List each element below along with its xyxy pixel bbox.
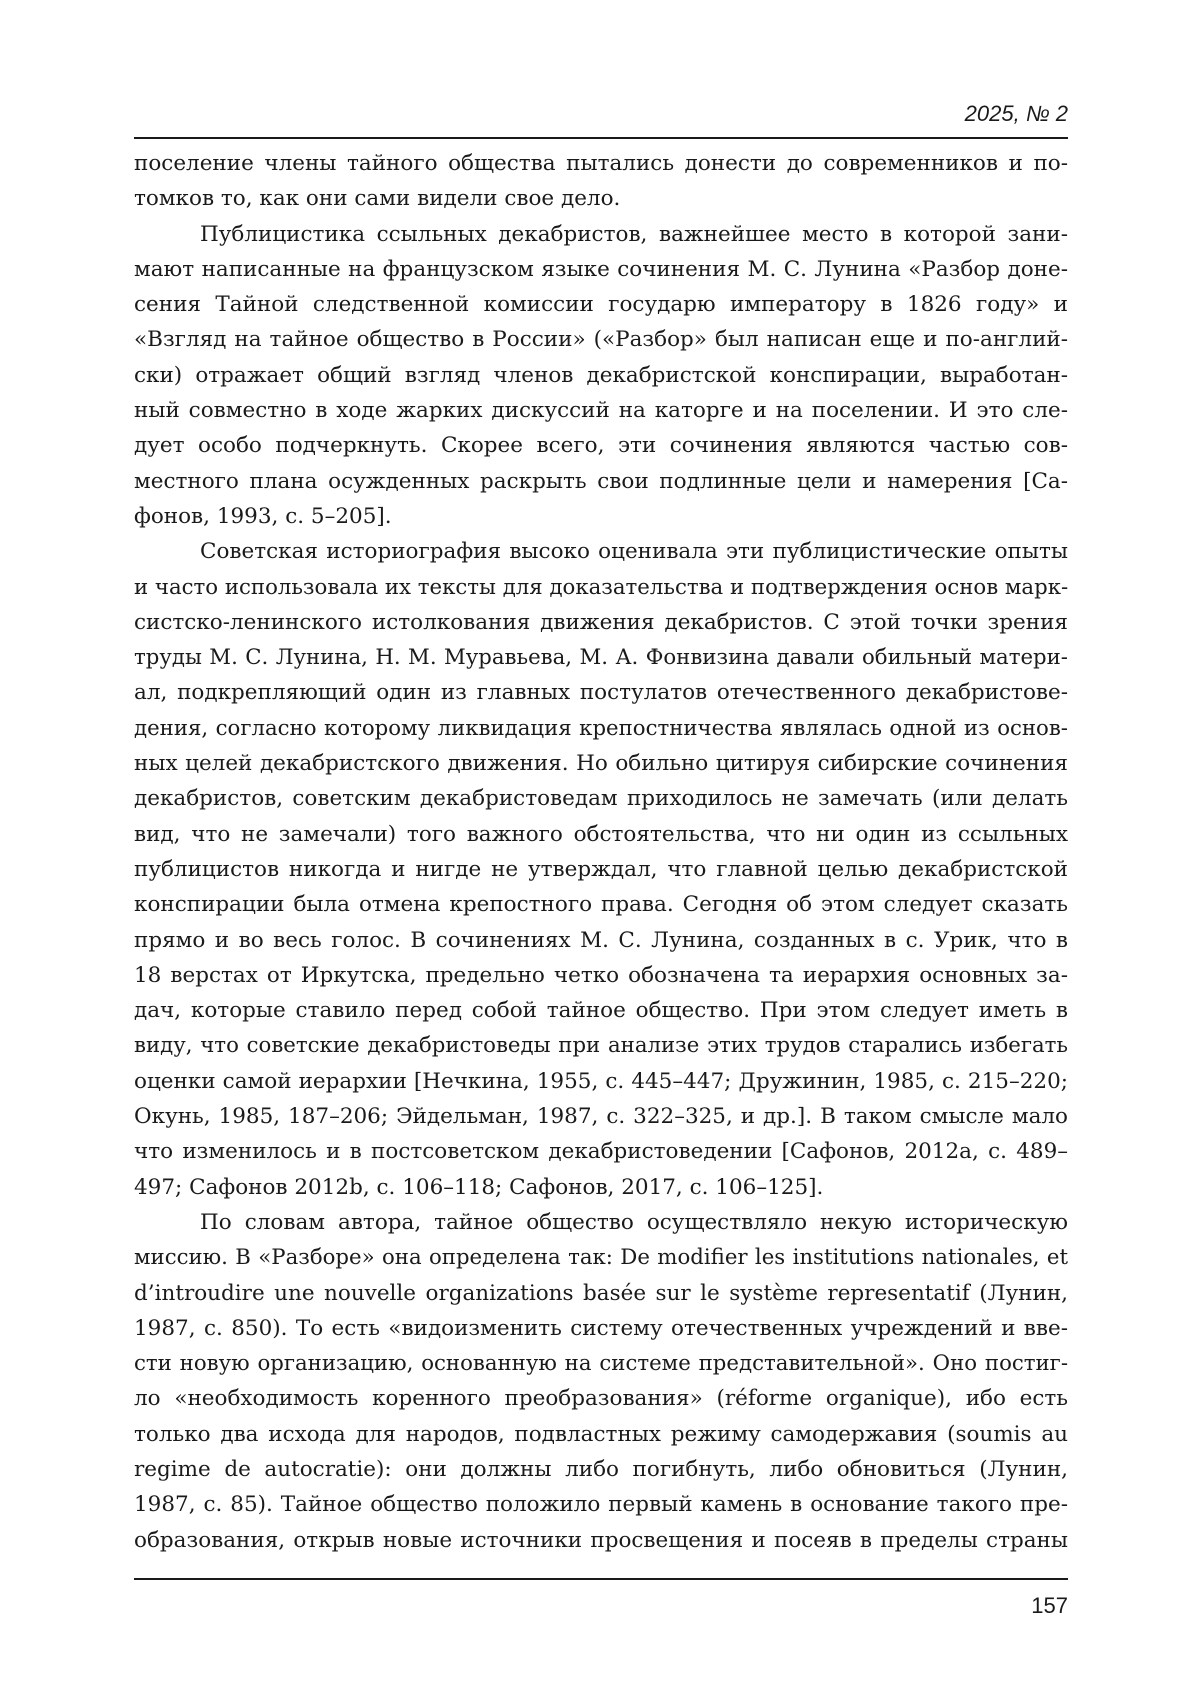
- text-line: 18 верстах от Иркутска, предельно четко обозначена та иерархия основных за-: [134, 962, 1068, 988]
- text-line: 497; Сафонов 2012b, с. 106–118; Сафонов, 2017, с. 106–125].: [134, 1174, 824, 1200]
- text-line: вид, что не замечали) того важного обстоятельства, что ни один из ссыльных: [134, 821, 1068, 847]
- text-line: систско-ленинского истолкования движения декабристов. С этой точки зрения: [134, 609, 1068, 635]
- text-line: ал, подкрепляющий один из главных постулатов отечественного декабристове-: [134, 680, 1068, 706]
- text-line: сения Тайной следственной комиссии государю императору в 1826 году» и: [134, 292, 1068, 318]
- text-line: Публицистика ссыльных декабристов, важнейшее место в которой зани-: [200, 221, 1068, 247]
- text-line: труды М. С. Лунина, Н. М. Муравьева, М. А. Фонвизина давали обильный матери-: [134, 645, 1068, 671]
- text-line: местного плана осужденных раскрыть свои подлинные цели и намерения [Са-: [134, 468, 1068, 494]
- footer-rule: [134, 1578, 1068, 1580]
- text-line: только два исхода для народов, подвластных режиму самодержавия (soumis au: [134, 1421, 1068, 1447]
- text-line: 1987, с. 850). То есть «видоизменить систему отечественных учреждений и вве-: [134, 1315, 1068, 1341]
- body-text: [134, 146, 1068, 1558]
- text-line: ный совместно в ходе жарких дискуссий на каторге и на поселении. И это сле-: [134, 398, 1068, 424]
- page-number: 157: [1031, 1593, 1068, 1618]
- text-line: фонов, 1993, с. 5–205].: [134, 503, 392, 529]
- text-line: сти новую организацию, основанную на системе представительной». Оно постиг-: [134, 1351, 1068, 1377]
- text-line: regime de autocratie): они должны либо погибнуть, либо обновиться (Лунин,: [134, 1456, 1068, 1482]
- running-head-issue: 2025, № 2: [964, 101, 1068, 126]
- text-line: поселение члены тайного общества пытались донести до современников и по-: [134, 151, 1068, 176]
- text-line: дует особо подчеркнуть. Скорее всего, эти сочинения являются частью сов-: [134, 433, 1068, 459]
- text-line: миссию. В «Разборе» она определена так: De modifier les institutions nationales, et: [134, 1245, 1068, 1271]
- text-line: декабристов, советским декабристоведам приходилось не замечать (или делать: [134, 786, 1068, 812]
- text-line: прямо и во весь голос. В сочинениях М. С. Лунина, созданных в с. Урик, что в: [134, 927, 1068, 953]
- text-line: d’introudire une nouvelle organizations basée sur le système representatif (Лунин,: [134, 1280, 1068, 1306]
- text-line: оценки самой иерархии [Нечкина, 1955, с. 445–447; Дружинин, 1985, с. 215–220;: [134, 1068, 1068, 1094]
- header-rule: [134, 137, 1068, 139]
- text-line: ски) отражает общий взгляд членов декабристской конспирации, выработан-: [134, 362, 1068, 388]
- text-line: дач, которые ставило перед собой тайное общество. При этом следует иметь в: [134, 998, 1068, 1024]
- text-line: ных целей декабристского движения. Но обильно цитируя сибирские сочинения: [134, 751, 1068, 777]
- text-line: образования, открыв новые источники просвещения и посеяв в пределы страны: [134, 1527, 1068, 1553]
- text-line: конспирации была отмена крепостного права. Сегодня об этом следует сказать: [134, 892, 1068, 918]
- text-line: виду, что советские декабристоведы при анализе этих трудов старались избегать: [134, 1033, 1068, 1059]
- text-line: дения, согласно которому ликвидация крепостничества являлась одной из основ-: [134, 715, 1068, 741]
- text-line: Окунь, 1985, 187–206; Эйдельман, 1987, с. 322–325, и др.]. В таком смысле мало: [134, 1104, 1068, 1130]
- text-line: 1987, с. 85). Тайное общество положило первый камень в основание такого пре-: [134, 1492, 1068, 1518]
- text-line: томков то, как они сами видели свое дело.: [134, 186, 621, 212]
- text-line: По словам автора, тайное общество осуществляло некую историческую: [200, 1209, 1068, 1235]
- text-line: ло «необходимость коренного преобразования» (réforme organique), ибо есть: [134, 1386, 1068, 1412]
- text-line: мают написанные на французском языке сочинения М. С. Лунина «Разбор доне-: [134, 256, 1068, 282]
- text-line: что изменилось и в постсоветском декабристоведении [Сафонов, 2012a, с. 489–: [134, 1139, 1068, 1165]
- text-line: Советская историография высоко оценивала эти публицистические опыты: [200, 539, 1068, 565]
- text-line: и часто использовала их тексты для доказательства и подтверждения основ марк-: [134, 574, 1068, 600]
- text-line: «Взгляд на тайное общество в России» («Разбор» был написан еще и по-англий-: [134, 327, 1068, 353]
- text-line: публицистов никогда и нигде не утверждал, что главной целью декабристской: [134, 856, 1068, 882]
